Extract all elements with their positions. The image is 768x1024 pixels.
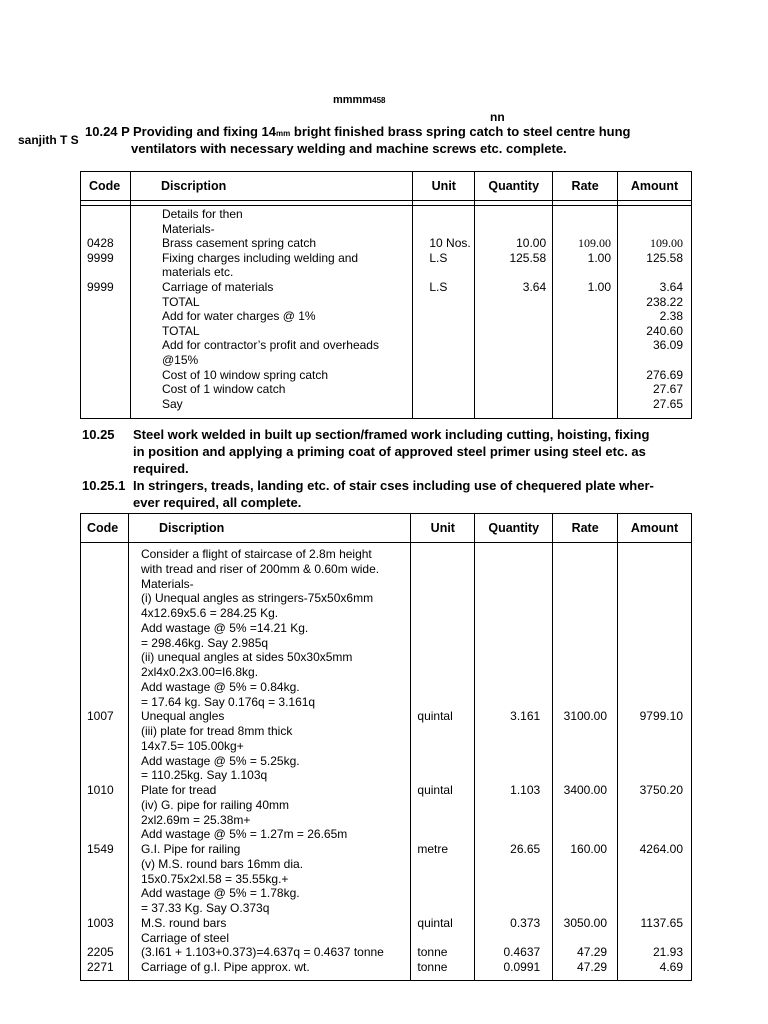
cell-desc: Consider a flight of staircase of 2.8m height <box>140 547 372 561</box>
cell-unit: quintal <box>417 709 453 724</box>
cell-desc: G.I. Pipe for railing <box>140 842 241 856</box>
cell-unit: tonne <box>417 945 448 960</box>
cell-amount: 4264.00 <box>639 842 683 856</box>
cell-desc: Materials- <box>140 576 194 591</box>
col-header-description: Discription <box>130 172 412 201</box>
cell-amount: 3.64 <box>659 280 683 294</box>
rate-column <box>553 206 617 418</box>
item-text-line: required. <box>133 461 189 476</box>
cell-desc: Plate for tread <box>140 783 217 797</box>
col-header-unit: Unit <box>411 514 475 543</box>
col-header-description: Discription <box>128 514 410 543</box>
cell-desc: 15x0.75x2xl.58 = 35.55kg.+ <box>140 871 289 886</box>
rate-column <box>553 543 617 980</box>
cell-code: 2271 <box>87 960 114 974</box>
item-text-line: In stringers, treads, landing etc. of stair cses including use of chequered plate wher- <box>133 478 654 493</box>
cell-desc: (ii) unequal angles at sides 50x30x5mm <box>140 650 353 665</box>
quantity-column <box>475 543 552 980</box>
cell-desc: Fixing charges including welding and <box>161 250 359 265</box>
cell-desc: with tread and riser of 200mm & 0.60m wide. <box>140 561 380 576</box>
cell-rate: 3400.00 <box>563 783 608 797</box>
cell-desc: Add wastage @ 5% = 1.78kg. <box>140 886 300 901</box>
cell-unit: quintal <box>417 783 453 797</box>
cell-desc: materials etc. <box>161 265 234 280</box>
cell-desc: M.S. round bars <box>140 915 227 930</box>
cell-desc: @15% <box>161 353 199 367</box>
amount-column <box>618 206 691 418</box>
item-number: 10.25.1 <box>82 478 126 493</box>
cell-desc: = 110.25kg. Say 1.103q <box>140 768 268 783</box>
cell-rate: 47.29 <box>577 960 608 974</box>
code-column <box>81 543 128 980</box>
cell-desc: Brass casement spring catch <box>161 236 317 251</box>
cell-code: 9999 <box>87 250 114 265</box>
cell-amount: 3750.20 <box>639 783 683 797</box>
cell-unit: quintal <box>417 915 453 930</box>
cell-code: 9999 <box>87 280 114 294</box>
col-header-quantity: Quantity <box>475 514 553 543</box>
col-header-rate: Rate <box>553 172 618 201</box>
cell-unit: L.S <box>429 280 448 294</box>
cell-rate: 47.29 <box>577 945 608 960</box>
item-text-line: Steel work welded in built up section/framed work including cutting, hoisting, fixing <box>133 427 650 442</box>
cell-qty: 0.4637 <box>503 945 541 960</box>
cell-code: 0428 <box>87 236 114 251</box>
unit-column <box>413 206 474 418</box>
cell-desc: Carriage of g.I. Pipe approx. wt. <box>140 960 310 974</box>
cell-amount: 36.09 <box>652 338 683 353</box>
cell-desc: Cost of 1 window catch <box>161 382 286 397</box>
cell-qty: 10.00 <box>516 236 547 251</box>
quantity-column <box>475 206 552 418</box>
unit-column <box>411 543 474 980</box>
item-text-part: bright finished brass spring catch to steel centre hung <box>290 124 631 139</box>
item-10-25-1 <box>82 477 692 511</box>
cell-amount: 9799.10 <box>639 709 683 724</box>
cell-desc: (iv) G. pipe for railing 40mm <box>140 797 290 812</box>
col-header-quantity: Quantity <box>475 172 553 201</box>
item-text-line: in position and applying a priming coat of approved steel primer using steel etc. as <box>133 444 646 459</box>
cell-code: 2205 <box>87 945 114 960</box>
cell-code: 1549 <box>87 842 114 856</box>
cell-amount: 240.60 <box>646 323 683 338</box>
cell-rate: 3100.00 <box>563 709 608 724</box>
cell-code: 1003 <box>87 915 114 930</box>
code-column <box>81 206 130 418</box>
cell-desc: 2xl4x0.2x3.00=I6.8kg. <box>140 665 259 679</box>
cell-desc: Cost of 10 window spring catch <box>161 367 329 382</box>
cell-desc: Add for contractor’s profit and overheads <box>161 338 379 353</box>
cell-desc: Say <box>161 396 183 411</box>
item-10-25 <box>82 426 692 478</box>
cell-amount: 27.67 <box>652 382 683 397</box>
cell-desc: Materials- <box>161 221 215 236</box>
cell-code: 1007 <box>87 709 114 724</box>
cell-desc: 4x12.69x5.6 = 284.25 Kg. <box>140 606 279 620</box>
item-text-part: Providing and fixing 14 <box>133 124 277 139</box>
col-header-amount: Amount <box>618 172 692 201</box>
cell-unit: metre <box>417 842 449 856</box>
cell-qty: 3.64 <box>522 280 547 294</box>
cell-desc: Add wastage @ 5% = 1.27m = 26.65m <box>140 827 348 842</box>
cell-amount: 238.22 <box>646 294 683 309</box>
description-column <box>131 206 412 418</box>
col-header-rate: Rate <box>553 514 618 543</box>
header-mark <box>333 94 385 106</box>
cell-desc: (v) M.S. round bars 16mm dia. <box>140 856 304 871</box>
cell-amount: 27.65 <box>652 396 683 411</box>
header-mark-2: nn <box>490 110 505 124</box>
col-header-amount: Amount <box>618 514 692 543</box>
cell-code: 1010 <box>87 783 114 797</box>
cell-desc: Carriage of materials <box>161 280 274 294</box>
col-header-code: Code <box>81 514 129 543</box>
cell-unit: L.S <box>429 250 448 265</box>
author-name: sanjith T S <box>18 133 79 147</box>
col-header-unit: Unit <box>413 172 475 201</box>
cell-rate: 1.00 <box>587 250 612 265</box>
item-text-line: ever required, all complete. <box>133 495 302 510</box>
cell-qty: 0.0991 <box>503 960 541 974</box>
item-10-24 <box>85 123 695 159</box>
cell-qty: 1.103 <box>510 783 541 797</box>
cell-desc: Add for water charges @ 1% <box>161 309 316 324</box>
cell-qty: 0.373 <box>510 915 541 930</box>
cell-amount: 4.69 <box>659 960 683 974</box>
cell-amount: 21.93 <box>652 945 683 960</box>
cell-amount: 2.38 <box>659 309 683 324</box>
cell-desc: (iii) plate for tread 8mm thick <box>140 724 293 738</box>
amount-column <box>618 543 691 980</box>
cell-desc: Add wastage @ 5% = 0.84kg. <box>140 679 300 694</box>
cell-desc: Carriage of steel <box>140 930 230 945</box>
cell-rate: 3050.00 <box>563 915 608 930</box>
cell-desc: TOTAL <box>161 323 200 338</box>
cell-desc: Add wastage @ 5% = 5.25kg. <box>140 753 300 768</box>
cell-desc: Unequal angles <box>140 709 225 724</box>
cell-desc: = 298.46kg. Say 2.985q <box>140 635 269 650</box>
cell-qty: 125.58 <box>509 250 547 265</box>
item-number: 10.24 P <box>85 124 130 139</box>
cell-qty: 26.65 <box>510 842 541 856</box>
header-mark-sub: 458 <box>372 96 386 105</box>
cell-amount: 109.00 <box>650 236 683 251</box>
cell-unit: 10 Nos. <box>429 236 471 251</box>
header-mark-text: mmmm <box>333 94 373 106</box>
cell-desc: TOTAL <box>161 294 200 309</box>
item-text-line: ventilators with necessary welding and machine screws etc. complete. <box>131 141 567 156</box>
cell-desc: = 37.33 Kg. Say O.373q <box>140 901 270 915</box>
cell-desc: Details for then <box>161 207 243 221</box>
item-number: 10.25 <box>82 427 115 442</box>
cell-desc: 2xl2.69m = 25.38m+ <box>140 812 251 827</box>
rate-analysis-table-2 <box>80 513 692 981</box>
item-text-unit: mm <box>276 129 291 138</box>
cell-rate: 1.00 <box>587 280 612 294</box>
cell-desc: = 17.64 kg. Say 0.176q = 3.161q <box>140 694 316 709</box>
cell-amount: 125.58 <box>646 250 683 265</box>
col-header-code: Code <box>81 172 131 201</box>
cell-qty: 3.161 <box>510 709 541 724</box>
cell-rate: 160.00 <box>570 842 608 856</box>
rate-analysis-table-1 <box>80 171 692 419</box>
cell-desc: (i) Unequal angles as stringers-75x50x6mm <box>140 591 374 606</box>
description-column <box>129 543 410 980</box>
cell-desc: 14x7.5= 105.00kg+ <box>140 738 244 753</box>
cell-rate: 109.00 <box>578 236 612 251</box>
cell-amount: 276.69 <box>646 367 683 382</box>
cell-desc: Add wastage @ 5% =14.21 Kg. <box>140 620 309 635</box>
cell-unit: tonne <box>417 960 448 974</box>
cell-amount: 1137.65 <box>640 915 683 930</box>
cell-desc: (3.I61 + 1.103+0.373)=4.637q = 0.4637 tonne <box>140 945 384 960</box>
